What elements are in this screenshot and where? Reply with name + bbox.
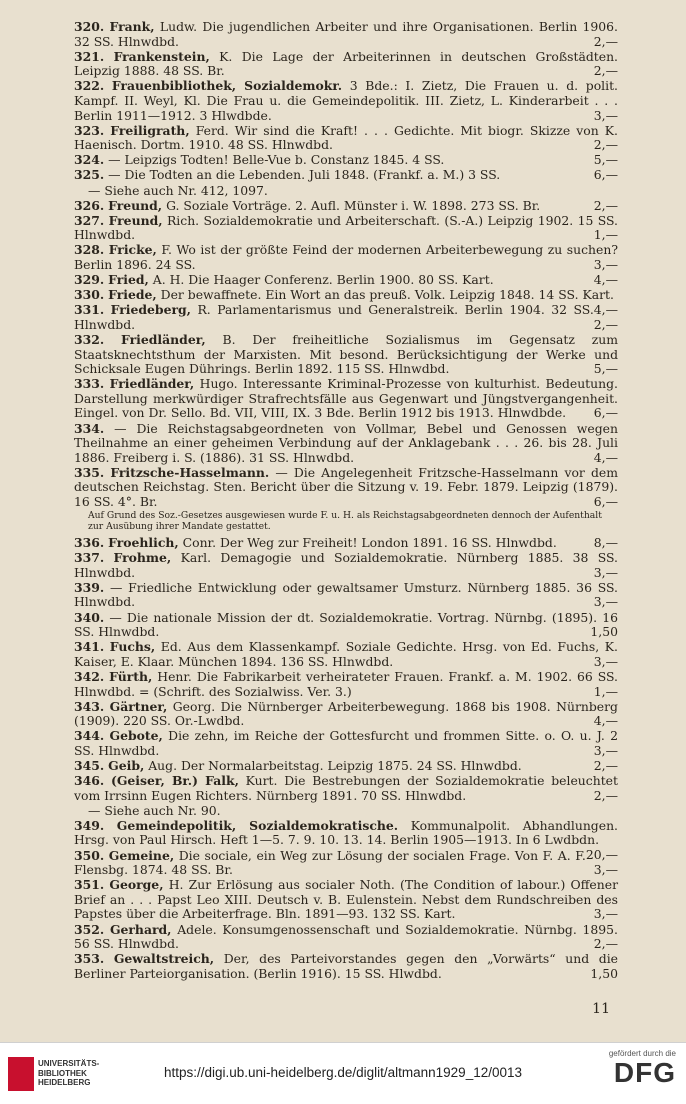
- entry-text: Der bewaffnete. Ein Wort an das preuß. Volk. Leipzig 1848. 14 SS. Kart.: [156, 287, 614, 303]
- entry-text: — Friedliche Entwicklung oder gewaltsamer Umsturz. Nürnberg 1885. 36 SS. Hlnwdbd.: [74, 579, 618, 610]
- entry-price: 2,—: [593, 936, 618, 952]
- entry-text: Der, des Parteivorstandes gegen den „Vorwärts“ und die Berliner Parteiorganisation. (Berlin 1916). 15 SS. Hlwdbd.: [74, 951, 618, 981]
- catalog-entry: [74, 303, 618, 332]
- entry-text: Ferd. Wir sind die Kraft! . . . Gedichte. Mit biogr. Skizze von K. Haenisch. Dortm. 1910. 48 SS. Hlnwdbd.: [74, 122, 618, 153]
- entry-price: 6,—: [593, 494, 618, 509]
- entry-number: 323.: [74, 122, 105, 138]
- catalog-entry: [74, 50, 618, 79]
- entry-price: 2,—: [593, 787, 618, 803]
- entry-price: 2,—: [593, 33, 618, 49]
- entry-number: 345.: [74, 758, 105, 773]
- entry-number: 328.: [74, 242, 105, 258]
- catalog-entry: [74, 952, 618, 981]
- entry-number: 353.: [74, 951, 105, 967]
- entry-price: 5,—: [593, 361, 618, 377]
- catalog-entry: [74, 640, 618, 669]
- entry-text: B. Der freiheitliche Sozialismus im Gegensatz zum Staatsknechtsthum der Marxisten. Mit besond. Berücksichtigung der Werke und Schicksale Eugen Dührings. Berlin 1892. 115 SS. Hlnwdbd.: [74, 331, 618, 377]
- entry-text: F. Wo ist der größte Feind der modernen Arbeiterbewegung zu suchen? Berlin 1896. 24 SS.: [74, 242, 618, 272]
- entry-text: Adele. Konsumgenossenschaft und Sozialdemokratie. Nürnbg. 1895. 56 SS. Hlnwdbd.: [74, 921, 618, 952]
- entry-price: 3,—: [593, 862, 618, 878]
- catalog-entry: [74, 729, 618, 758]
- entry-text: Die zehn, im Reiche der Gottesfurcht und frommen Sitte. o. O. u. J. 2 SS. Hlnwdbd.: [74, 728, 618, 758]
- catalog-entry: [74, 168, 618, 183]
- entry-heading: Gemeindepolitik, Sozialdemokratische.: [116, 817, 399, 833]
- entry-text: A. H. Die Haager Conferenz. Berlin 1900. 80 SS. Kart.: [148, 272, 494, 288]
- entry-text: Henr. Die Fabrikarbeit verheirateter Frauen. Frankf. a. M. 1902. 66 SS. Hlnwdbd. = (Schrift. des Sozialwiss. Ver. 3.): [74, 668, 618, 699]
- entry-price: 5,—: [593, 152, 618, 168]
- catalog-entry: [74, 153, 618, 168]
- entry-heading: Geib,: [108, 758, 145, 773]
- entry-text: 3 Bde.: I. Zietz, Die Frauen u. d. polit. Kampf. II. Weyl, Kl. Die Frau u. die Gemeindepolitik. III. Zietz, L. Kinderarbeit . . . Berlin 1911—1912. 3 Hlwdbde.: [74, 78, 618, 123]
- entry-number: 352.: [74, 921, 105, 937]
- entry-price: 2,—: [593, 316, 618, 332]
- entry-number: 342.: [74, 668, 105, 684]
- entry-number: 349.: [74, 817, 105, 833]
- entry-number: 336.: [74, 535, 105, 551]
- entry-heading: Gebote,: [109, 728, 163, 744]
- entry-number: 327.: [74, 212, 105, 228]
- entry-text: R. Parlamentarismus und Generalstreik. Berlin 1904. 32 SS. Hlnwdbd.: [74, 302, 594, 332]
- entry-text: Ed. Aus dem Klassenkampf. Soziale Gedichte. Hrsg. von Ed. Fuchs, K. Kaiser, E. Klaar. München 1894. 136 SS. Hlnwdbd.: [74, 639, 618, 669]
- entry-heading: Fricke,: [108, 242, 157, 258]
- catalog-entry: [74, 551, 618, 580]
- entry-number: 346.: [74, 773, 105, 789]
- catalog-entry: [74, 581, 618, 610]
- entry-number: 333.: [74, 376, 105, 392]
- catalog-entry: [74, 878, 618, 922]
- entry-price: 3,—: [593, 594, 618, 610]
- entry-text: Kommunalpolit. Abhandlungen. Hrsg. von Paul Hirsch. Heft 1—5. 7. 9. 10. 13. 14. Berlin 1905—1913. In 6 Lwdbdn.: [74, 817, 618, 848]
- entry-price: 4,—: [593, 713, 618, 729]
- entry-price: 3,—: [593, 653, 618, 669]
- entry-price: 6,—: [593, 405, 618, 421]
- entry-price: 6,—: [593, 167, 618, 183]
- entry-number: 337.: [74, 550, 105, 566]
- entry-heading: Fried,: [108, 272, 149, 288]
- entry-footnote: Auf Grund des Soz.-Gesetzes ausgewiesen wurde F. u. H. als Reichstagsabgeordneten dennoch der Aufenthalt zur Ausübung ihrer Mandate gestattet.: [88, 510, 602, 533]
- entry-heading: Gemeine,: [108, 847, 175, 863]
- entry-price: 2,—: [593, 197, 618, 213]
- entry-price: 3,—: [593, 564, 618, 580]
- entry-text: Rich. Sozialdemokratie und Arbeiterschaft. (S.-A.) Leipzig 1902. 15 SS. Hlnwdbd.: [74, 212, 618, 243]
- entry-price: 8,—: [593, 535, 618, 551]
- entry-price: 1,—: [593, 683, 618, 699]
- entry-price: 20,—: [585, 847, 618, 863]
- entry-number: 322.: [74, 78, 105, 94]
- catalog-entry: [74, 849, 618, 878]
- entry-text: Ludw. Die jugendlichen Arbeiter und ihre Organisationen. Berlin 1906. 32 SS. Hlnwdbd.: [74, 19, 618, 49]
- catalog-entry: [74, 774, 618, 803]
- catalog-entry: [74, 611, 618, 640]
- entry-text: — Siehe auch Nr. 90.: [88, 802, 221, 818]
- entry-number: 332.: [74, 331, 105, 347]
- entry-text: — Die nationale Mission der dt. Sozialdemokratie. Vortrag. Nürnbg. (1895). 16 SS. Hlnwdbd.: [74, 609, 618, 640]
- entry-heading: Fürth,: [109, 668, 153, 684]
- entry-text: — Die Angelegenheit Fritzsche-Hasselmann vor dem deutschen Reichstag. Sten. Bericht über die Sitzung v. 19. Febr. 1879. Leipzig (1879). 16 SS. 4°. Br.: [74, 464, 618, 509]
- entry-number: 343.: [74, 698, 105, 714]
- entry-price: 3,—: [593, 257, 618, 272]
- entry-heading: Gewaltstreich,: [113, 951, 215, 967]
- funded-by-label: gefördert durch die: [608, 1049, 676, 1058]
- catalog-entry: [74, 214, 618, 243]
- catalog-entry: [74, 20, 618, 49]
- entry-number: 330.: [74, 287, 105, 303]
- entry-number: 325.: [74, 167, 105, 183]
- entry-number: 351.: [74, 877, 105, 893]
- entry-price: 4,—: [593, 272, 618, 288]
- catalog-entry: [74, 466, 618, 510]
- entry-number: 334.: [74, 420, 105, 436]
- entry-heading: Frauenbibliothek, Sozialdemokr.: [111, 78, 343, 94]
- entry-heading: (Geiser, Br.) Falk,: [110, 773, 239, 789]
- entry-price: 4,—: [593, 301, 618, 317]
- entry-heading: Frohme,: [113, 550, 172, 566]
- entry-text: Georg. Die Nürnberger Arbeiterbewegung. 1868 bis 1908. Nürnberg (1909). 220 SS. Or.-Lwdbd.: [74, 698, 618, 729]
- catalog-entry: [74, 536, 618, 551]
- dfg-logo-text: DFG: [613, 1057, 676, 1088]
- entry-heading: Frank,: [109, 19, 155, 34]
- page-number: 11: [592, 1001, 610, 1017]
- entry-number: 331.: [74, 302, 105, 318]
- entry-text: H. Zur Erlösung aus socialer Noth. (The Condition of labour.) Offener Brief an . . . Papst Leo XIII. Deutsch v. B. Eulenstein. Nebst dem Rundschreiben des Papstes über die Arbeiterfrage. Bln. 1891—93. 132 SS. Kart.: [74, 877, 618, 922]
- catalog-entry: [74, 199, 618, 214]
- entry-text: Conr. Der Weg zur Freiheit! London 1891. 16 SS. Hlnwdbd.: [178, 535, 557, 551]
- entry-price: 3,—: [593, 906, 618, 922]
- catalog-entry: [74, 273, 618, 288]
- entry-price: 3,—: [593, 107, 618, 123]
- entry-text: Kurt. Die Bestrebungen der Sozialdemokratie beleuchtet vom Irrsinn Eugen Richters. Nürnberg 1891. 70 SS. Hlnwdbd.: [74, 773, 618, 803]
- entry-price: 3,—: [593, 742, 618, 758]
- entry-heading: Froehlich,: [108, 535, 179, 551]
- entry-number: 329.: [74, 272, 105, 288]
- entry-text: G. Soziale Vorträge. 2. Aufl. Münster i. W. 1898. 273 SS. Br.: [162, 197, 541, 213]
- catalog-entry: [74, 243, 618, 272]
- catalog-entry: [74, 923, 618, 952]
- entry-text: Karl. Demagogie und Sozialdemokratie. Nürnberg 1885. 38 SS. Hlnwdbd.: [74, 550, 618, 580]
- entry-text: Hugo. Interessante Kriminal-Prozesse von kulturhist. Bedeutung. Darstellung merkwürdiger Strafrechtsfälle aus Gegenwart und Jüngstvergangenheit. Eingel. von Dr. Sello. Bd. VII, VIII, IX. 3 Bde. Berlin 1912 bis 1913. Hlnwdbde.: [74, 376, 618, 421]
- entry-number: 324.: [74, 152, 105, 168]
- catalog-entry: [74, 804, 618, 819]
- entry-heading: Freund,: [108, 212, 163, 228]
- entry-number: 321.: [74, 48, 105, 64]
- entry-heading: Freund,: [108, 197, 163, 213]
- entry-number: 326.: [74, 197, 105, 213]
- catalog-entry: [74, 79, 618, 123]
- catalog-entry: [74, 422, 618, 466]
- entry-text: Die sociale, ein Weg zur Lösung der socialen Frage. Von F. A. F. Flensbg. 1874. 48 SS. Br.: [74, 847, 586, 878]
- footer-bar: [0, 1042, 686, 1104]
- catalog-entry: [74, 124, 618, 153]
- entry-text: — Siehe auch Nr. 412, 1097.: [88, 182, 268, 198]
- catalog-entry: [74, 670, 618, 699]
- entry-price: 2,—: [593, 758, 618, 773]
- entry-heading: Gärtner,: [109, 698, 168, 714]
- entry-text: — Die Todten an die Lebenden. Juli 1848. (Frankf. a. M.) 3 SS.: [108, 167, 501, 183]
- entry-heading: Friede,: [108, 287, 157, 303]
- entry-price: 4,—: [593, 449, 618, 465]
- entry-number: 335.: [74, 464, 105, 480]
- entry-price: 2,—: [593, 137, 618, 153]
- entry-heading: George,: [109, 877, 164, 893]
- entry-price: 1,50: [590, 965, 618, 981]
- entry-number: 340.: [74, 609, 105, 625]
- entry-price: 1,—: [593, 227, 618, 243]
- entry-number: 344.: [74, 728, 105, 744]
- entry-heading: Friedländer,: [109, 376, 195, 392]
- entry-heading: Friedeberg,: [110, 302, 191, 318]
- entry-heading: Frankenstein,: [113, 48, 210, 64]
- entry-heading: Fritzsche-Hasselmann.: [110, 464, 270, 480]
- catalog-entry: [74, 184, 618, 199]
- entry-heading: Freiligrath,: [110, 122, 190, 138]
- catalog-entry: [74, 700, 618, 729]
- catalog-entry: [74, 759, 618, 774]
- entry-text: K. Die Lage der Arbeiterinnen in deutschen Großstädten. Leipzig 1888. 48 SS. Br.: [74, 48, 618, 79]
- permalink-url[interactable]: https://digi.ub.uni-heidelberg.de/diglit/altmann1929_12/0013: [163, 1065, 522, 1080]
- entry-heading: Friedländer,: [121, 331, 206, 347]
- catalog-entry: [74, 333, 618, 377]
- entry-number: 341.: [74, 639, 105, 655]
- entry-heading: Gerhard,: [109, 921, 172, 937]
- entry-number: 320.: [74, 19, 105, 34]
- entry-number: 339.: [74, 579, 105, 595]
- entry-heading: Fuchs,: [109, 639, 156, 655]
- entry-price: 1,50: [590, 624, 618, 640]
- dfg-logo[interactable]: [596, 1049, 676, 1088]
- entry-text: — Die Reichstagsabgeordneten von Vollmar, Bebel und Genossen wegen Theilnahme an einer geheimen Verbindung auf der Anklagebank . . . 26. bis 28. Juli 1886. Freiberg i. S. (1886). 31 SS. Hlnwdbd.: [74, 420, 618, 465]
- catalog-entry: [74, 377, 618, 421]
- entry-number: 350.: [74, 847, 105, 863]
- library-name: UNIVERSITÄTS-BIBLIOTHEK HEIDELBERG: [38, 1059, 100, 1087]
- catalog-entries: [74, 20, 618, 982]
- entry-text: — Leipzigs Todten! Belle-Vue b. Constanz 1845. 4 SS.: [108, 152, 445, 168]
- entry-text: Aug. Der Normalarbeitstag. Leipzig 1875. 24 SS. Hlnwdbd.: [144, 758, 522, 773]
- entry-price: 2,—: [593, 63, 618, 79]
